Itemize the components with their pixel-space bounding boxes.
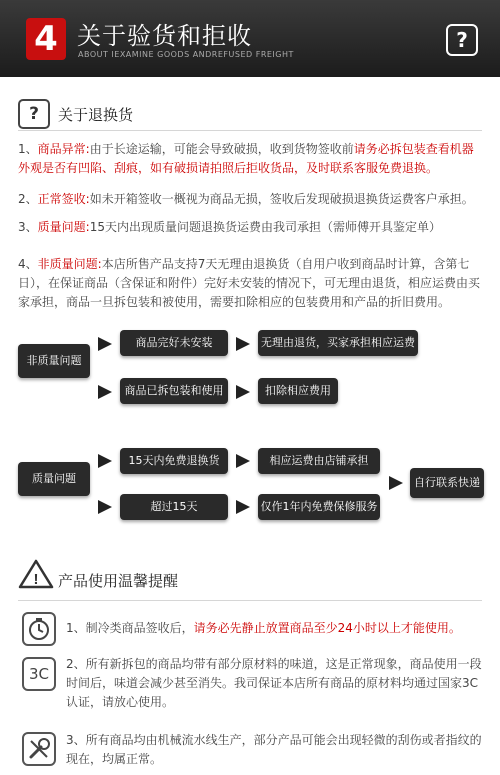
returns-title: 关于退换货 bbox=[58, 105, 134, 124]
section-number: 4 bbox=[26, 18, 66, 60]
arrow-icon bbox=[236, 454, 250, 468]
svg-text:!: ! bbox=[33, 571, 39, 588]
arrow-icon bbox=[98, 454, 112, 468]
help-icon: ? bbox=[446, 24, 478, 56]
flow-box: 无理由退货，买家承担相应运费 bbox=[258, 330, 418, 356]
returns-heading bbox=[18, 99, 133, 129]
page-subtitle: ABOUT IEXAMINE GOODS ANDREFUSED FREIGHT bbox=[78, 50, 294, 59]
page-title: 关于验货和拒收 bbox=[77, 22, 252, 50]
tip-item-1: 1、制冷类商品签收后，请务必先静止放置商品至少24小时以上才能使用。 bbox=[66, 621, 461, 635]
tip-item-3: 3、所有商品均由机械流水线生产，部分产品可能会出现轻微的刮伤或者指纹的现在，均属正常。 bbox=[66, 733, 482, 766]
arrow-icon bbox=[389, 476, 403, 490]
page-header bbox=[0, 0, 500, 77]
arrow-icon bbox=[98, 337, 112, 351]
flow-box: 扣除相应费用 bbox=[258, 378, 338, 404]
clock-icon bbox=[22, 612, 56, 646]
flow-box: 相应运费由店铺承担 bbox=[258, 448, 380, 474]
non-quality-box: 非质量问题 bbox=[18, 344, 90, 378]
tip-item-2: 2、所有新拆包的商品均带有部分原材料的味道，这是正常现象，商品使用一段时间后，味道会减少甚至消失。我司保证本店所有商品的原材料均通过国家3C认证，请放心使用。 bbox=[66, 657, 482, 709]
flow-box: 仅作1年内免费保修服务 bbox=[258, 494, 380, 520]
wrench-icon bbox=[22, 732, 56, 766]
flow-box: 商品已拆包装和使用 bbox=[120, 378, 228, 404]
arrow-icon bbox=[236, 337, 250, 351]
divider bbox=[18, 600, 482, 601]
warning-icon bbox=[18, 559, 54, 593]
flow-box: 超过15天 bbox=[120, 494, 228, 520]
return-item-1: 1、商品异常:由于长途运输，可能会导致破损，收到货物签收前请务必拆包装查看机器外观是否有凹陷、刮痕，如有破损请拍照后拒收货品，及时联系客服免费退换。 bbox=[18, 142, 474, 175]
quality-box: 质量问题 bbox=[18, 462, 90, 496]
flow-box: 15天内免费退换货 bbox=[120, 448, 228, 474]
3c-icon: 3C bbox=[22, 657, 56, 691]
arrow-icon bbox=[236, 500, 250, 514]
question-icon: ? bbox=[18, 99, 50, 129]
tips-title: 产品使用温馨提醒 bbox=[58, 572, 179, 590]
return-item-4: 4、非质量问题:本店所售产品支持7天无理由退换货（自用户收到商品时计算，含第七日），在保证商品（含保证和附件）完好未安装的情况下，可无理由退货，相应运费由买家承担，商品一旦拆包装和被使用，需要扣除相应的包装费用和产品的折旧费用。 bbox=[18, 257, 481, 309]
divider bbox=[18, 130, 482, 131]
arrow-icon bbox=[98, 500, 112, 514]
courier-box: 自行联系快递 bbox=[410, 468, 484, 498]
return-item-2: 2、正常签收:如未开箱签收一概视为商品无损，签收后发现破损退换货运费客户承担。 bbox=[18, 192, 474, 206]
arrow-icon bbox=[236, 385, 250, 399]
return-item-3: 3、质量问题:15天内出现质量问题退换货运费由我司承担（需师傅开具鉴定单） bbox=[18, 220, 441, 234]
flow-box: 商品完好未安装 bbox=[120, 330, 228, 356]
arrow-icon bbox=[98, 385, 112, 399]
